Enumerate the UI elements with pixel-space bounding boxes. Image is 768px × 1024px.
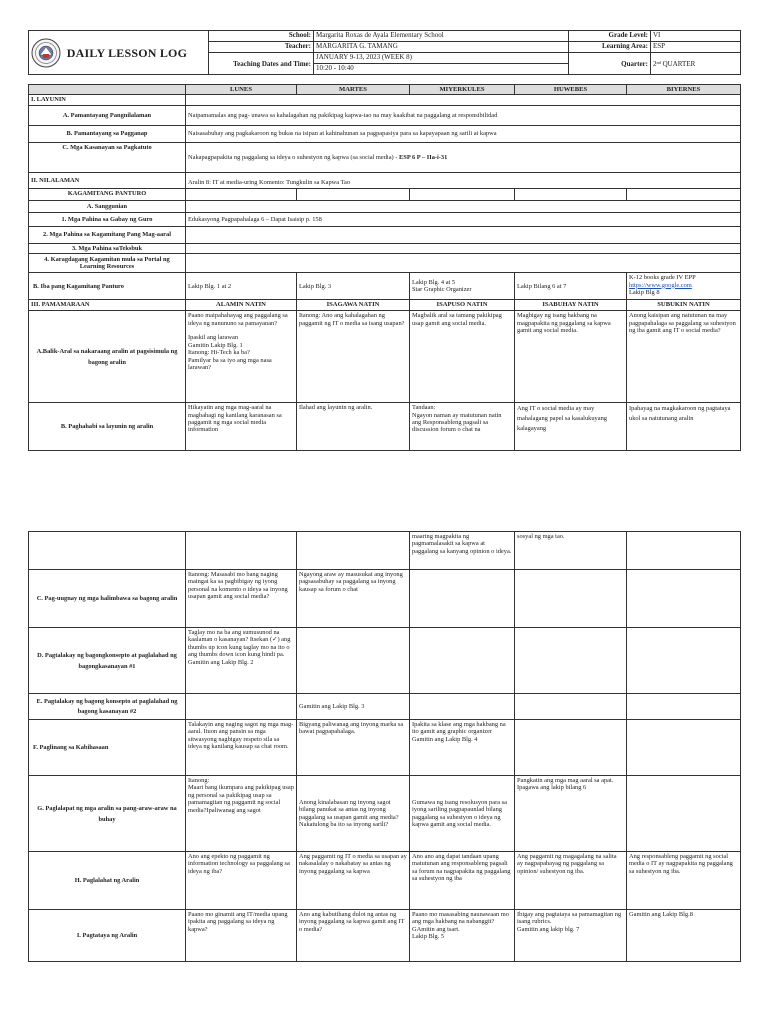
paglalahat-wed: Ano ano ang dapat tandaan upang matutunan ang responsableng pagsali sa forum na nagpapakita ng paggalang sa suhestyon ng iba bbox=[410, 852, 515, 910]
iba-kagamitan-mon: Lakip Blg. 1 at 2 bbox=[186, 273, 297, 300]
pag-uugnay-wed bbox=[410, 570, 515, 628]
iba-fri-line-1: K-12 books grade IV EPP bbox=[629, 274, 696, 282]
iba-kagamitan-wed: Lakip Blg. 4 at 5 Star Graphic Organizer bbox=[410, 273, 515, 300]
title-cell bbox=[29, 31, 209, 75]
iba-kagamitan-thu: Lakip Bilang 6 at 7 bbox=[515, 273, 627, 300]
paghahabi-mon: Hikayatin ang mga mag-aaral na magbahagi ng kanilang karanasan sa paggamit ng mga social media information bbox=[186, 403, 297, 451]
paghahabi-cont-wed: maaring magpakita ng pagmamalasakit sa kapwa at paggalang sa kanyang opinion o ideya. bbox=[410, 532, 515, 570]
kasanayan-cell bbox=[186, 142, 741, 172]
paglalapat-label: G. Paglalapat ng mga aralin sa pang-araw-araw na buhay bbox=[29, 776, 186, 852]
paghahabi-cont-tue bbox=[297, 532, 410, 570]
kagamitang-mag-aaral-label: 2. Mga Pahina sa Kagamitang Pang Mag-aaral bbox=[29, 226, 186, 243]
kagamitan-cell-2 bbox=[297, 188, 410, 200]
sanggunian-label: A. Sanggunian bbox=[29, 200, 186, 212]
pagtataya-label: I. Pagtataya ng Aralin bbox=[29, 910, 186, 962]
kagamitan-cell-3 bbox=[410, 188, 515, 200]
paghahabi-tue: Ilahad ang layunin ng aralin. bbox=[297, 403, 410, 451]
paglalahat-mon: Ano ang epekto ng paggamit ng information technology sa paggalang sa ideya ng iba? bbox=[186, 852, 297, 910]
pagtataya-fri: Gamitin ang Lakip Blg.8 bbox=[627, 910, 741, 962]
lesson-log-page-2 bbox=[28, 531, 740, 962]
balik-aral-wed: Magbalik aral sa tamang pakikipag usap gamit ang social media. bbox=[410, 311, 515, 403]
day-tuesday: MARTES bbox=[297, 85, 410, 95]
pamantayang-pagganap-text: Naisasabuhay ang pagkakaroon ng bukas na isipan at kahinahunan sa pagpapasiya para sa kapayapaan ng sarili at kapwa bbox=[186, 125, 741, 142]
corner-cell bbox=[29, 85, 186, 95]
pagtalakay-2-wed bbox=[410, 694, 515, 720]
pagtalakay-1-mon: Taglay mo na ba ang sumusunod na kaalaman o kasanayan? Itsekan (✓) ang thumbs up icon kung taglay mo na ito o ang thumbs down icon kung hindi pa. Gamitin ang Lakip Blg. 2 bbox=[186, 628, 297, 694]
paghahabi-wed: Tandaan: Ngayon naman ay matutunan natin ang Responsableng pagsali sa discussion forum o chat na bbox=[410, 403, 515, 451]
paglalahat-thu: Ang paggamit ng magagalang na salita ay nagpapahayag ng paggalang sa opinion/ suhestyon ng iba. bbox=[515, 852, 627, 910]
area-label: Learning Area: bbox=[569, 42, 651, 53]
day-wednesday: MIYERKULES bbox=[410, 85, 515, 95]
quarter-value: 2ⁿᵈ QUARTER bbox=[651, 53, 741, 75]
balik-aral-thu: Magbigay ng isang hakbang na magpapakita ng paggalang sa kapwa gamit ang social media. bbox=[515, 311, 627, 403]
kagamitan-cell-4 bbox=[515, 188, 627, 200]
balik-aral-fri: Anong kaisipan ang natutunan na may pagpapahalaga sa paggalang sa suhestyon ng iba gamit ang IT o social media? bbox=[627, 311, 741, 403]
pagtalakay-1-label: D. Pagtalakay ng bagongkonsepto at paglalahad ng bagongkasanayan #1 bbox=[29, 628, 186, 694]
pagtalakay-2-fri bbox=[627, 694, 741, 720]
phase-isapuso: ISAPUSO NATIN bbox=[410, 300, 515, 311]
kagamitan-heading: KAGAMITANG PANTURO bbox=[29, 188, 186, 200]
balik-aral-tue: Itanong: Ano ang kahalagahan ng paggamit ng IT o media sa isang usapan? bbox=[297, 311, 410, 403]
dates-label: Teaching Dates and Time: bbox=[209, 53, 314, 75]
pagtataya-mon: Paano mo ginamit ang IT/media upang ipakita ang paggalang sa ideya ng kapwa? bbox=[186, 910, 297, 962]
layunin-blank bbox=[186, 95, 741, 105]
gabay-guro-text: Edukasyong Pagpapahalaga 6 – Dapat Isaisip p. 158 bbox=[186, 212, 741, 226]
nilalaman-text: Aralin 8: IT at media-uring Komento: Tungkulin sa Kapwa Tao bbox=[186, 172, 741, 188]
gabay-guro-label: 1. Mga Pahina sa Gabay ng Guro bbox=[29, 212, 186, 226]
portal-label: 4. Karagdagang Kagamitan mula sa Portal ng Learning Resources bbox=[29, 254, 186, 273]
teksbuk-label: 3. Mga Pahina saTeksbuk bbox=[29, 243, 186, 253]
paglalahat-fri: Ang responsableng paggamit ng social media o IT ay nagpapakita ng paggalang sa suhestyon ng iba. bbox=[627, 852, 741, 910]
balik-aral-label: A.Balik-Aral sa nakaraang aralin at pagsisimula ng bagong aralin bbox=[29, 311, 186, 403]
pamantayang-pagganap-label: B. Pamantayang sa Pagganap bbox=[29, 125, 186, 142]
document-title: DAILY LESSON LOG bbox=[66, 45, 188, 60]
pagtalakay-1-fri bbox=[627, 628, 741, 694]
school-value: Margarita Roxas de Ayala Elementary School bbox=[314, 31, 569, 42]
sanggunian-blank bbox=[186, 200, 741, 212]
phase-alamin: ALAMIN NATIN bbox=[186, 300, 297, 311]
paglalapat-fri bbox=[627, 776, 741, 852]
google-link[interactable]: https://www.google.com bbox=[629, 281, 692, 289]
pag-uugnay-thu bbox=[515, 570, 627, 628]
dates-value: JANUARY 9-13, 2023 (WEEK 8) bbox=[314, 53, 569, 64]
iba-kagamitan-fri bbox=[627, 273, 741, 300]
day-thursday: HUWEBES bbox=[515, 85, 627, 95]
paghahabi-cont-mon bbox=[186, 532, 297, 570]
pag-uugnay-tue: Ngayong araw ay masusukat ang inyong pagsasabuhay sa paggalang sa inyong kausap sa forum o chat bbox=[297, 570, 410, 628]
pagtalakay-2-thu bbox=[515, 694, 627, 720]
pamamaraan-heading: III. PAMAMARAAN bbox=[29, 300, 186, 311]
paglinang-label: F. Paglinang sa Kabihasaan bbox=[29, 720, 186, 776]
area-value: ESP bbox=[651, 42, 741, 53]
layunin-heading: I. LAYUNIN bbox=[29, 95, 186, 105]
paghahabi-label: B. Paghahabi sa layunin ng aralin bbox=[29, 403, 186, 451]
pagtalakay-1-wed bbox=[410, 628, 515, 694]
kasanayan-code: ESP 6 P – IIa-i-31 bbox=[399, 153, 448, 161]
paglinang-thu bbox=[515, 720, 627, 776]
paglalahat-tue: Ang paggamit ng IT o media sa usapan ay nakasalalay o nakabatay sa antas ng inyong paggalang sa kapwa bbox=[297, 852, 410, 910]
paglinang-mon: Talakayin ang naging sagot ng mga mag-aaral. Ituon ang pansin sa mga sitwasyong nagbigay respeto sila sa ideya ng kanilang kausap sa chat room. bbox=[186, 720, 297, 776]
kagamitang-mag-aaral-blank bbox=[186, 226, 741, 243]
iba-kagamitan-tue: Lakip Blg. 3 bbox=[297, 273, 410, 300]
grade-value: VI bbox=[651, 31, 741, 42]
quarter-label: Quarter: bbox=[569, 53, 651, 75]
teacher-label: Teacher: bbox=[209, 42, 314, 53]
pag-uugnay-label: C. Pag-uugnay ng mga halimbawa sa bagong aralin bbox=[29, 570, 186, 628]
kagamitan-cell-5 bbox=[627, 188, 741, 200]
phase-isagawa: ISAGAWA NATIN bbox=[297, 300, 410, 311]
pagtataya-thu: Ibigay ang pagtataya sa pamamagitan ng isang rubrics. Gamitin ang lakip blg. 7 bbox=[515, 910, 627, 962]
pagtalakay-2-tue: Gamitin ang Lakip Blg. 3 bbox=[297, 694, 410, 720]
time-value: 10:20 - 10:40 bbox=[314, 64, 569, 75]
day-monday: LUNES bbox=[186, 85, 297, 95]
paghahabi-cont-fri bbox=[627, 532, 741, 570]
lesson-log-page-1 bbox=[28, 30, 740, 451]
pagtalakay-1-thu bbox=[515, 628, 627, 694]
iba-fri-line-2: Lakip Blg 8 bbox=[629, 289, 660, 297]
pagtataya-wed: Paano mo masasabing naunawaan mo ang mga hakbang na nabanggit? GAmitin ang tsart. Lakip Blg. 5 bbox=[410, 910, 515, 962]
pagtataya-tue: Ano ang kabutihang dulot ng antas ng inyong paggalang sa kapwa gamit ang IT o media? bbox=[297, 910, 410, 962]
pagtalakay-2-mon bbox=[186, 694, 297, 720]
day-friday: BIYERNES bbox=[627, 85, 741, 95]
grade-label: Grade Level: bbox=[569, 31, 651, 42]
teacher-value: MARGARITA G. TAMANG bbox=[314, 42, 569, 53]
paglinang-fri bbox=[627, 720, 741, 776]
paghahabi-cont-thu: sosyal ng mga tao. bbox=[515, 532, 627, 570]
teksbuk-blank bbox=[186, 243, 741, 253]
pagtalakay-2-label: E. Pagtalakay ng bagong konsepto at paglalahad ng bagong kasanayan #2 bbox=[29, 694, 186, 720]
pamantayang-pangnilalaman-label: A. Pamantayang Pangnilalaman bbox=[29, 105, 186, 125]
continuation-label bbox=[29, 532, 186, 570]
deped-seal-icon bbox=[31, 38, 61, 68]
pag-uugnay-mon: Itanong: Masasabi mo bang naging maingat ka sa pagbibigay ng iyong personal na komento o ideya sa inyong usapan gamit ang social media? bbox=[186, 570, 297, 628]
balik-aral-mon: Paano maipahahayag ang paggalang sa ideya ng nanununo sa pamayanan? Ipaskil ang larawan Gamitin Lakip Blg. 1 Itanong: Hi-Tech ka ba? Pamilyar ba sa iyo ang mga nasa larawan? bbox=[186, 311, 297, 403]
phase-subukin: SUBUKIN NATIN bbox=[627, 300, 741, 311]
kagamitan-cell-1 bbox=[186, 188, 297, 200]
lesson-table-2 bbox=[28, 531, 741, 962]
header-table bbox=[28, 30, 741, 75]
iba-kagamitan-label: B. Iba pang Kagamitang Panturo bbox=[29, 273, 186, 300]
pamantayang-pangnilalaman-text: Naipamamalas ang pag- unawa sa kahalagahan ng pakikipag kapwa-tao na may kaakibat na paggalang at responsibilidad bbox=[186, 105, 741, 125]
paglalapat-mon: Itanong: Maari bang ikumpara ang pakikipag usap ng personal sa pakikipag usap sa pamamagitan ng paggamit ng social media?Ipaliwanag ang sagot bbox=[186, 776, 297, 852]
nilalaman-heading: II. NILALAMAN bbox=[29, 172, 186, 188]
lesson-table-1 bbox=[28, 84, 741, 451]
kasanayan-text: Nakapagpapakita ng paggalang sa ideya o suhestyon ng kapwa (sa social media) - bbox=[188, 153, 398, 161]
paglinang-wed: Ipakita sa klase ang mga hakbang na ito gamit ang graphic organizer Gamitin ang Lakip Blg. 4 bbox=[410, 720, 515, 776]
paghahabi-thu: Ang IT o social media ay may mahalagang papel sa kasalukuyang kalagayang bbox=[515, 403, 627, 451]
kasanayan-label: C. Mga Kasanayan sa Pagkatuto bbox=[29, 142, 186, 172]
pagtalakay-1-tue bbox=[297, 628, 410, 694]
paglalapat-tue: Anong kinalabasan ng inyong sagot bilang panukat sa antas ng inyong paggalang sa usapan gamit ang media? Nakatulong ba ito sa inyong sarili? bbox=[297, 776, 410, 852]
paglinang-tue: Bigyang paliwanag ang inyong marka sa bawat pagpapahalaga. bbox=[297, 720, 410, 776]
pag-uugnay-fri bbox=[627, 570, 741, 628]
paghahabi-fri: Ipahayag na magkakaroon ng pagtataya ukol sa natutunang aralin bbox=[627, 403, 741, 451]
paglalapat-thu: Pangkatin ang mga mag aaral sa apat. Ipagawa ang lakip bilang 6 bbox=[515, 776, 627, 852]
phase-isabuhay: ISABUHAY NATIN bbox=[515, 300, 627, 311]
portal-blank bbox=[186, 254, 741, 273]
paglalahat-label: H. Paglalahat ng Aralin bbox=[29, 852, 186, 910]
paglalapat-wed: Gumawa ng isang resolusyon para sa iyong sariling pagpapaunlad bilang paggalang sa suhestyon o ideya ng kapwa gamit ang social media. bbox=[410, 776, 515, 852]
school-label: School: bbox=[209, 31, 314, 42]
